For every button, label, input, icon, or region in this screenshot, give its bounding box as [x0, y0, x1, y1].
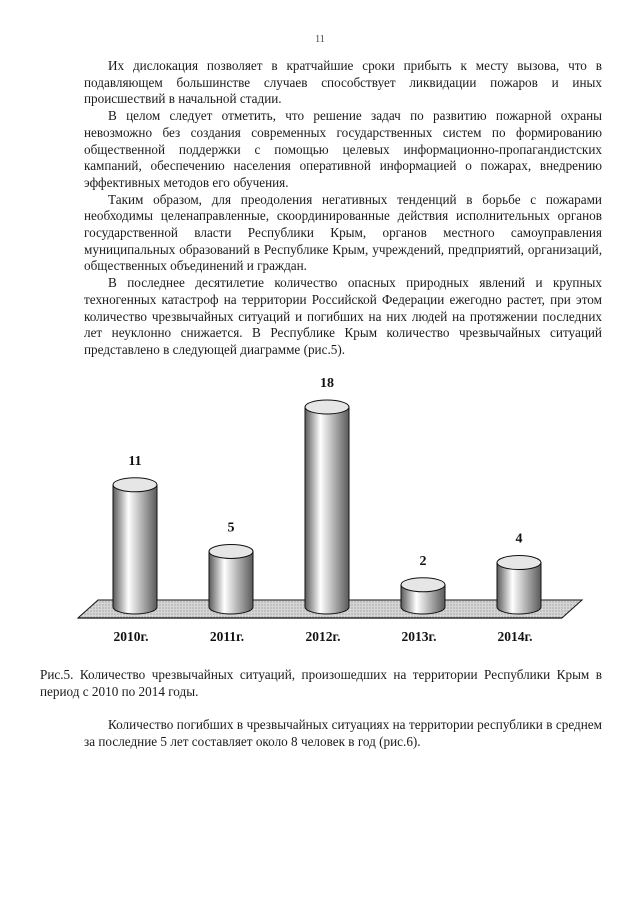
category-label: 2012г. — [305, 629, 341, 644]
caption-text: Рис.5. Количество чрезвычайных ситуаций, произошедших на территории Республики Крым в период с 2010 по 2014 годы. — [40, 667, 602, 699]
paragraph: Их дислокация позволяет в кратчайшие сроки прибыть к месту вызова, что в подавляющем большинстве случаев способствует ликвидации пожаров и иных происшествий в начальной стадии. — [84, 58, 602, 107]
emergency-count-chart — [60, 376, 600, 660]
bar — [497, 532, 541, 614]
bar — [113, 454, 157, 614]
category-label: 2013г. — [401, 629, 437, 644]
bar-top — [497, 556, 541, 570]
paragraph: Количество погибших в чрезвычайных ситуациях на территории республики в среднем за последние 5 лет составляет около 8 человек в год (рис.6). — [84, 717, 602, 749]
data-label: 4 — [515, 531, 523, 547]
bar-top — [113, 478, 157, 492]
data-label: 2 — [419, 553, 427, 569]
bar-top — [305, 400, 349, 414]
category-label: 2010г. — [113, 629, 149, 644]
bar — [401, 554, 445, 614]
bar-top — [401, 578, 445, 592]
paragraph: Таким образом, для преодоления негативных тенденций в борьбе с пожарами необходимы целенаправленные, скоординированные действия исполнительных органов государственной власти Республики Крым, органов местного самоуправления муниципальных образований в Республике Крым, учреждений, предприятий, организаций, общественных объединений и граждан. — [84, 191, 602, 274]
bar-top — [209, 544, 253, 558]
bar — [209, 520, 253, 614]
bar-body — [209, 551, 253, 614]
data-label: 18 — [320, 376, 334, 391]
paragraph: В последнее десятилетие количество опасных природных явлений и крупных техногенных катастроф на территории Российской Федерации ежегодно растет, при этом количество чрезвычайных ситуаций и погибших на них людей на протяжении последних лет неуклонно снижается. В Республике Крым количество чрезвычайных ситуаций представлено в следующей диаграмме (рис.5). — [84, 275, 602, 357]
chart-canvas — [60, 376, 600, 660]
body-text — [84, 58, 602, 359]
page-number: 11 — [315, 34, 325, 45]
bar-body — [113, 485, 157, 614]
bar-body — [305, 407, 349, 614]
closing-text — [84, 716, 602, 750]
category-label: 2014г. — [497, 629, 533, 644]
paragraph: В целом следует отметить, что решение задач по развитию пожарной охраны невозможно без создания современных государственных систем по формированию общественной поддержки с помощью целевых информационно-пропагандистских кампаний, обеспечению населения оперативной информацией о пожарах, внедрению эффективных методов его обучения. — [84, 108, 602, 190]
bar — [305, 376, 349, 614]
data-label: 5 — [227, 520, 235, 536]
bar-body — [497, 563, 541, 614]
data-label: 11 — [128, 453, 142, 469]
figure-caption — [40, 666, 602, 700]
category-label: 2011г. — [209, 629, 245, 644]
